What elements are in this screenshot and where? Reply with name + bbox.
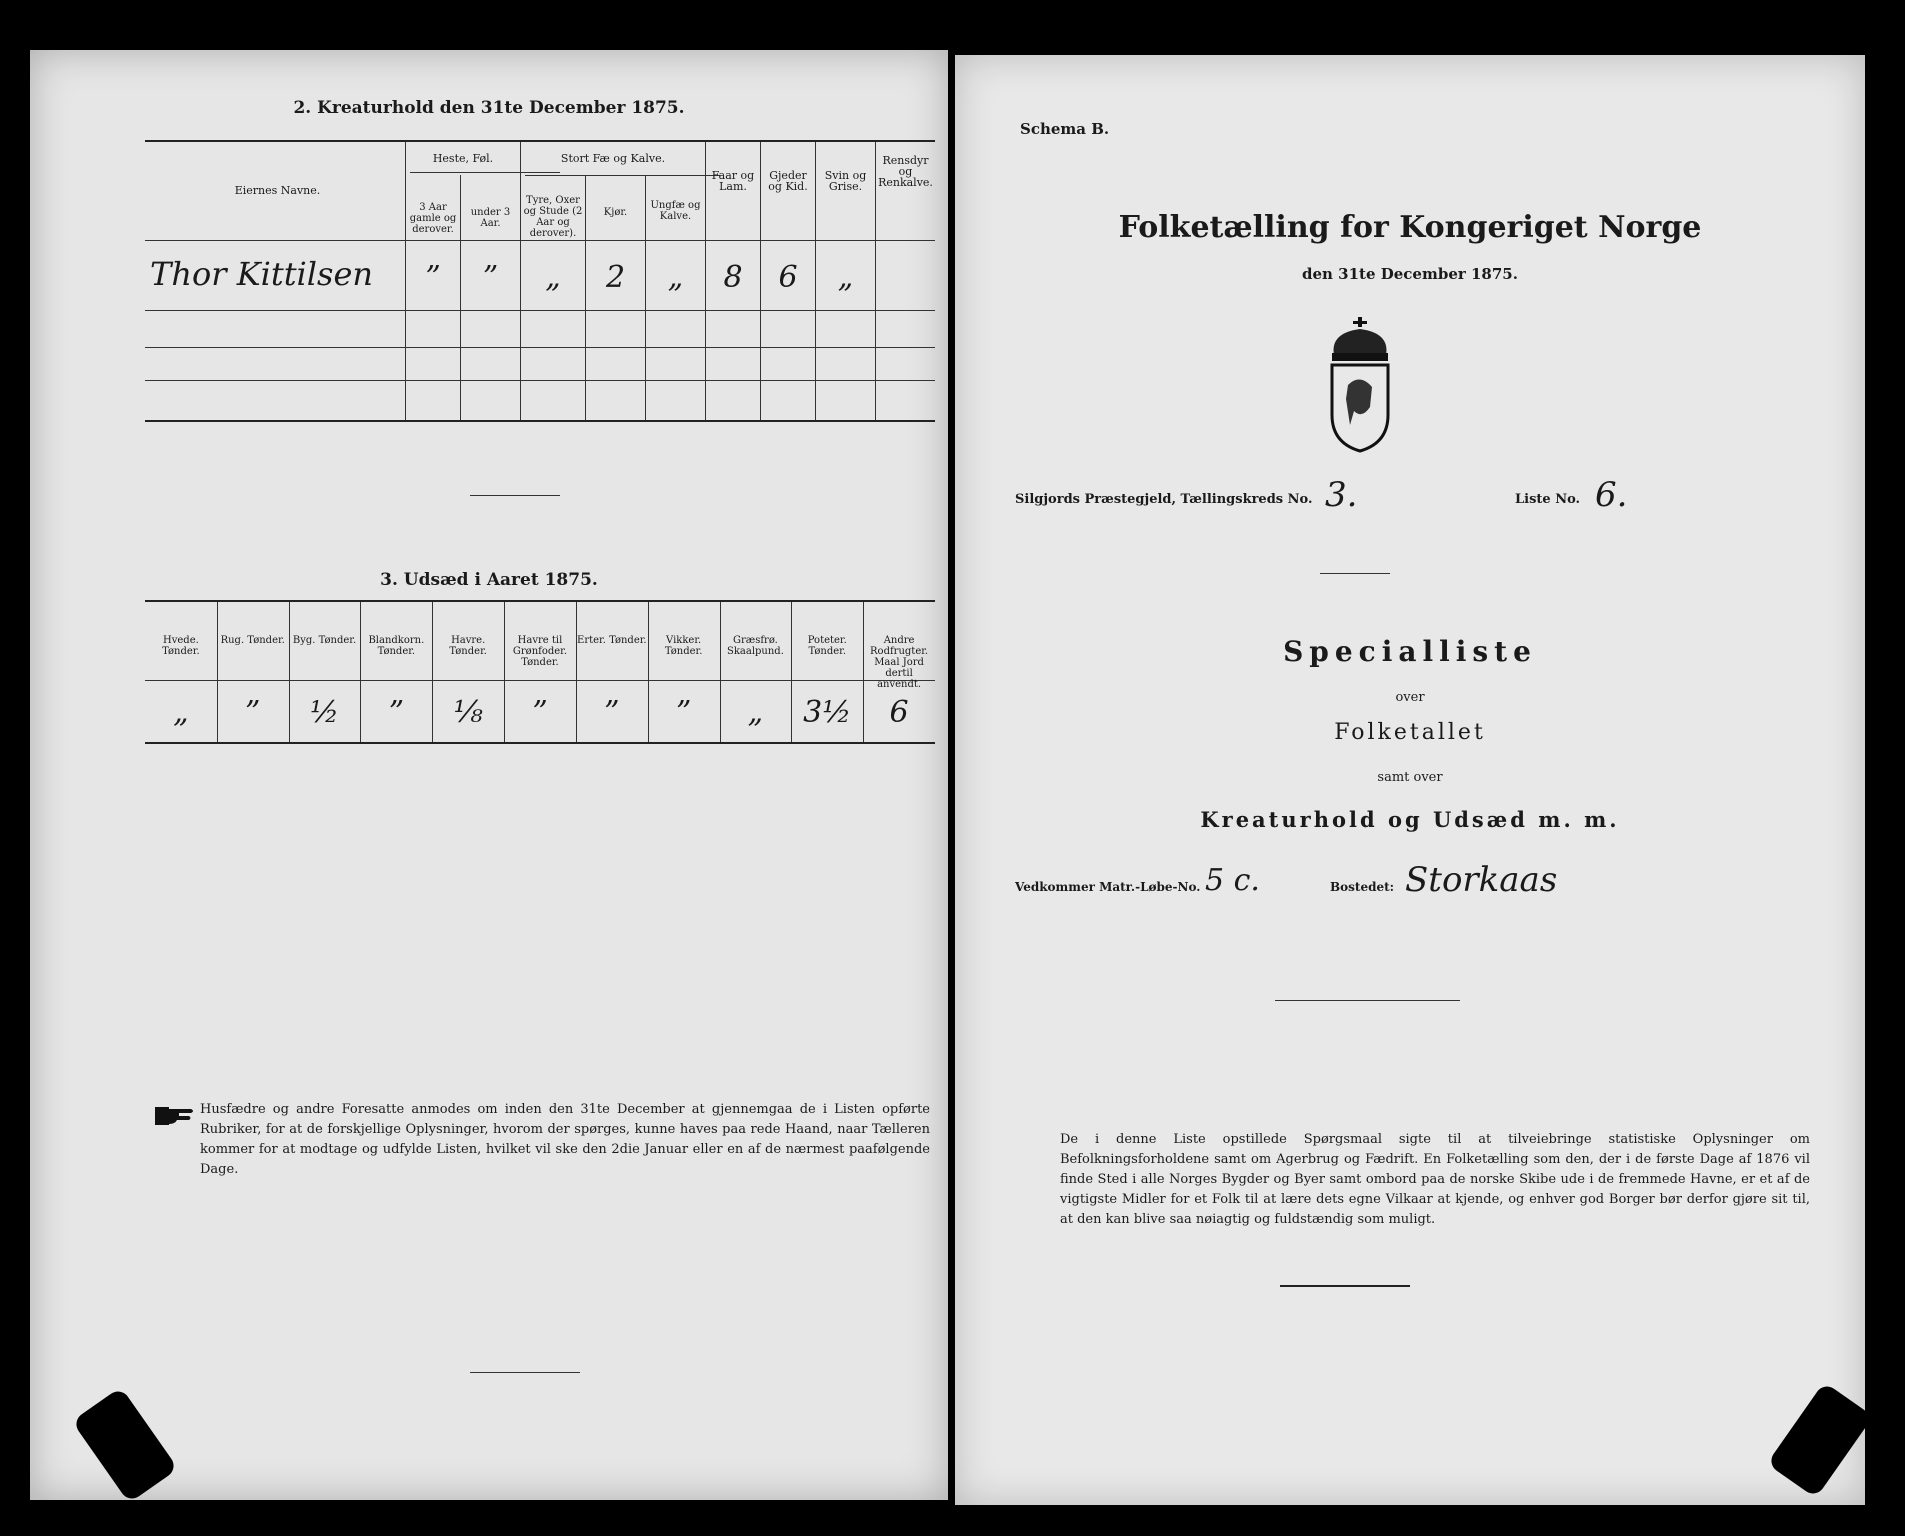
seed-header: Byg. Tønder. [292,635,357,646]
ungfae-header: Ungfæ og Kalve. [650,200,701,222]
heste-old-header: 3 Aar gamle og derover. [409,202,457,235]
liste-no: 6. [1595,475,1628,515]
notice-text: Husfædre og andre Foresatte anmodes om inden den 31te December at gjennemgaa de i Listen opførte Rubriker, for at de forskjellige Oplysninger, hvorom der spørges, kunne haves paa rede Haand, naar Tælleren kommer for at modtage og udfylde Listen, hvilket vil ske den 2die Januar eller en af de nærmest paafølgende Dage. [200,1102,930,1177]
tyre-value: „ [545,260,561,295]
folketallet-heading: Folketallet [1334,720,1486,745]
seed-value: „ [173,695,189,730]
seed-header: Rug. Tønder. [220,635,285,646]
gjeder-header: Gjeder og Kid. [768,169,808,193]
divider [1320,573,1390,574]
coat-of-arms-icon [1320,315,1400,455]
seed-header: Vikker. Tønder. [664,635,703,657]
seed-value: ” [532,695,548,730]
seed-header: Blandkorn. Tønder. [368,635,425,657]
seed-header: Hvede. Tønder. [162,635,200,657]
seed-value: 6 [889,695,909,730]
divider [1280,1285,1410,1287]
divider [470,495,560,496]
stort-fae-header: Stort Fæ og Kalve. [560,152,666,165]
seed-value: ” [604,695,620,730]
svin-value: „ [837,260,854,295]
bostedet-label: Bostedet: [1330,880,1395,894]
divider [470,1372,580,1373]
seed-header: Havre til Grønfoder. Tønder. [512,635,568,668]
heste-old-value: ” [425,260,441,295]
pointing-hand-icon [155,1105,195,1127]
specialliste-heading: Specialliste [1283,635,1537,668]
seed-value: ” [675,695,692,730]
seed-header: Græsfrø. Skaalpund. [726,635,784,657]
rensdyr-header: Rensdyr og Renkalve. [878,154,933,189]
svin-header: Svin og Grise. [824,169,867,193]
over-text: over [1395,690,1425,705]
page-subtitle: den 31te December 1875. [1302,265,1518,283]
left-page [30,50,948,1500]
owner-name: Thor Kittilsen [150,255,373,293]
owner-header: Eiernes Navne. [234,184,321,197]
seed-value: 3½ [803,695,852,730]
tyre-header: Tyre, Oxer og Stude (2 Aar og derover). [523,195,583,239]
info-paragraph: De i denne Liste opstillede Spørgsmaal sigte til at tilveiebringe statistiske Oplysninger om Befolkningsforholdene samt om Agerbrug og Fædrift. En Folketælling som den, der i de første Dage af 1876 vil finde Sted i alle Norges Bygder og Byer samt ombord paa de norske Skibe ude i de fremmede Havne, er et af de vigtigste Midler for et Folk til at lære dets egne Vilkaar at kjende, og enhver god Borger bør derfor gjøre sit til, at den kan blive saa nøiagtig og fuldstændig som muligt. [1060,1132,1810,1227]
seed-value: ” [388,695,405,730]
matr-no: 5 c. [1205,863,1260,898]
kjor-value: 2 [605,260,626,295]
bostedet-value: Storkaas [1405,860,1558,900]
divider [1275,1000,1460,1001]
seed-value: ½ [309,695,340,730]
section3-title: 3. Udsæd i Aaret 1875. [380,570,598,590]
right-page [955,55,1865,1505]
seed-header: Andre Rodfrugter. Maal Jord dertil anvendt. [870,635,929,690]
seed-value: ⅛ [453,695,483,730]
gjeder-value: 6 [778,260,798,295]
heste-young-header: under 3 Aar. [470,207,511,229]
heste-header: Heste, Føl. [432,152,494,165]
faar-value: 8 [723,260,743,295]
kjor-header: Kjør. [603,207,628,218]
seed-header: Erter. Tønder. [577,635,647,646]
schema-label: Schema B. [1020,120,1110,138]
kreds-no: 3. [1325,475,1358,515]
samt-over-text: samt over [1377,770,1443,785]
liste-label: Liste No. [1515,492,1581,507]
seed-header: Poteter. Tønder. [807,635,847,657]
seed-value: „ [747,695,764,730]
ungfae-value: „ [667,260,684,295]
seed-value: ” [245,695,261,730]
section2-title: 2. Kreaturhold den 31te December 1875. [293,98,685,118]
matr-label: Vedkommer Matr.-Løbe-No. [1015,880,1201,894]
faar-header: Faar og Lam. [711,169,755,193]
seed-header: Havre. Tønder. [449,635,487,657]
page-title: Folketælling for Kongeriget Norge [1118,210,1702,245]
parish-label: Silgjords Præstegjeld, Tællingskreds No. [1015,492,1313,507]
heste-young-value: ” [482,260,499,295]
kreaturhold-heading: Kreaturhold og Udsæd m. m. [1200,807,1620,832]
